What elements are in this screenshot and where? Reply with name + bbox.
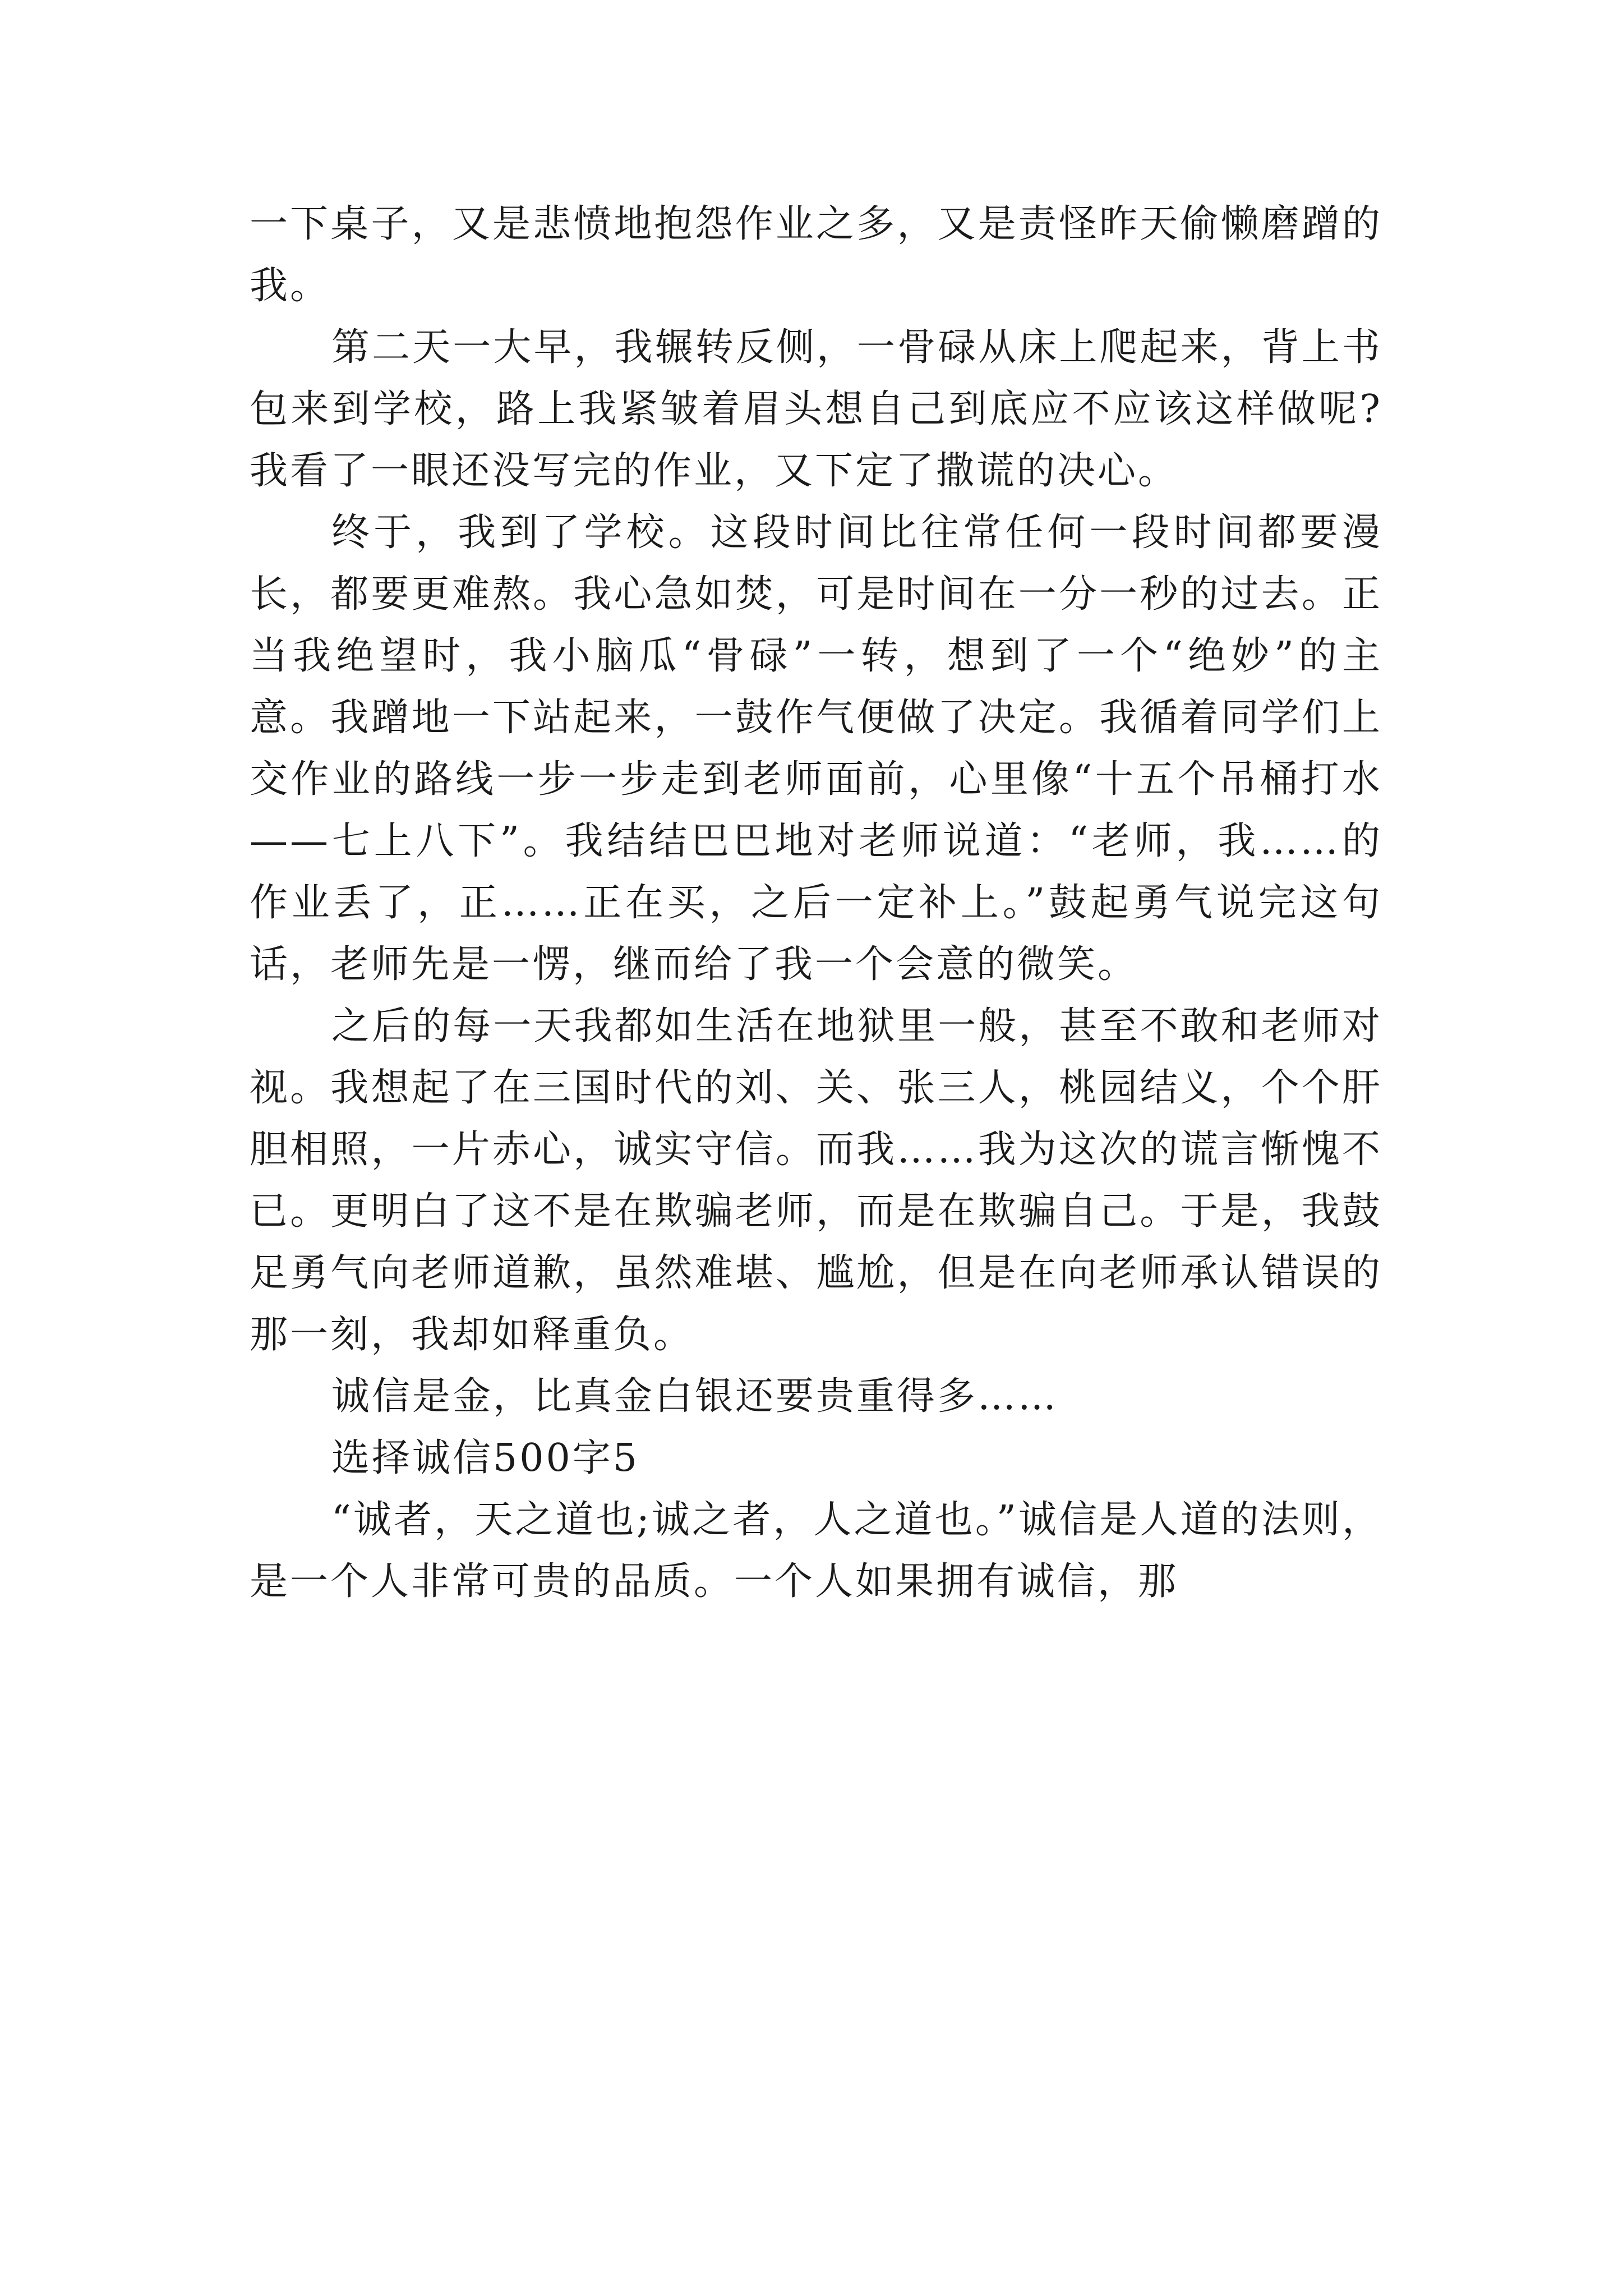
paragraph-5: 诚信是金，比真金白银还要贵重得多…… xyxy=(331,1374,1059,1419)
paragraph-3: 终于，我到了学校。这段时间比往常任何一段时间都要漫长，都要更难熬。我心急如焚，可是时间在一分一秒的过去。正当我绝望时，我小脑瓜“骨碌”一转，想到了一个“绝妙”的主意。我蹭地一下站起来，一鼓作气便做了决定。我循着同学们上交作业的路线一步一步走到老师面前，心里像“十五个吊桶打水——七上八下”。我结结巴巴地对老师说道：“老师，我……的作业丢了，正……正在买，之后一定补上。”鼓起勇气说完这句话，老师先是一愣，继而给了我一个会意的微笑。 xyxy=(250,510,1383,987)
paragraph-6: “诚者，天之道也;诚之者，人之道也。”诚信是人道的法则，是一个人非常可贵的品质。一个人如果拥有诚信，那 xyxy=(250,1498,1382,1604)
paragraph-4: 之后的每一天我都如生活在地狱里一般，甚至不敢和老师对视。我想起了在三国时代的刘、关、张三人，桃园结义，个个肝胆相照，一片赤心，诚实守信。而我……我为这次的谎言惭愧不已。更明白了这不是在欺骗老师，而是在欺骗自己。于是，我鼓足勇气向老师道歉，虽然难堪、尴尬，但是在向老师承认错误的那一刻，我却如释重负。 xyxy=(250,1004,1382,1357)
paragraph-1: 一下桌子，又是悲愤地抱怨作业之多，又是责怪昨天偷懒磨蹭的我。 xyxy=(250,202,1382,308)
body-text xyxy=(250,194,1382,1613)
section-heading: 选择诚信500字5 xyxy=(331,1436,640,1480)
paragraph-2: 第二天一大早，我辗转反侧，一骨碌从床上爬起来，背上书包来到学校，路上我紧皱着眉头想自己到底应不应该这样做呢?我看了一眼还没写完的作业，又下定了撒谎的决心。 xyxy=(250,325,1382,493)
